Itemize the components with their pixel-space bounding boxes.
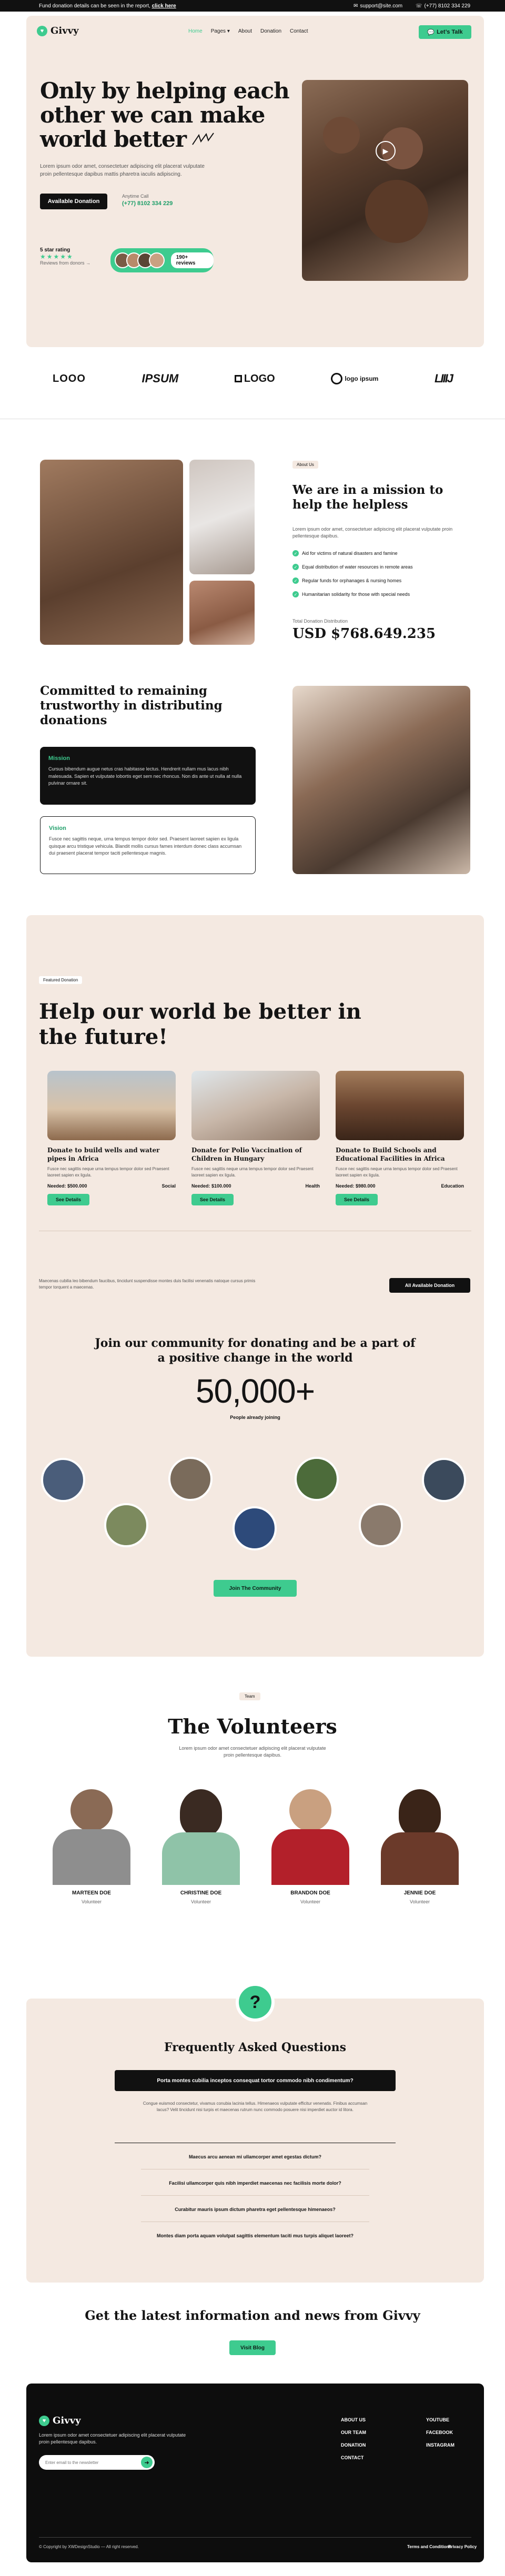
needed-amount: Needed: $980.000 — [336, 1183, 376, 1189]
featured-section — [26, 915, 484, 1657]
play-icon: ▶ — [382, 146, 389, 155]
faq-question[interactable]: Facilisi ullamcorper quis nibh imperdiet maecenas nec facilisis morte dolor? — [169, 2181, 341, 2186]
partner-logo-3-text: LOGO — [244, 372, 275, 384]
partner-logo-4-text: logo ipsum — [345, 375, 379, 382]
see-details-button[interactable]: See Details — [47, 1194, 89, 1205]
volunteer-head — [180, 1789, 222, 1837]
committed-title — [40, 684, 223, 728]
featured-footer-text: Maecenas cubilia leo bibendum faucibus, tincidunt suspendisse montes duis facilisi venenatis natoque cursus primis tempor torquent a maecenas. — [39, 1279, 256, 1290]
hero-title-line-2: other we can make — [40, 102, 265, 128]
footer-links-col-1 — [341, 2417, 366, 2460]
square-icon — [235, 375, 242, 382]
hero-title — [40, 79, 289, 151]
community-count: 50,000+ — [195, 1372, 315, 1410]
scribble-icon — [191, 132, 215, 147]
donation-card-meta — [191, 1183, 320, 1189]
mission-description: Lorem ipsum odor amet, consectetuer adipiscing elit placerat vulputate proin pellentesque dapibus. — [292, 526, 453, 539]
volunteer-photo — [40, 1784, 143, 1885]
volunteer-card[interactable] — [368, 1784, 471, 1904]
community-title — [26, 1336, 484, 1365]
about-badge: About Us — [292, 461, 318, 469]
main-nav — [188, 28, 308, 34]
footer — [26, 2384, 484, 2562]
featured-badge: Featured Donation — [39, 976, 82, 984]
needed-amount: Needed: $100.000 — [191, 1183, 231, 1189]
partner-logo-4 — [331, 373, 378, 384]
check-icon: ✓ — [292, 564, 299, 570]
community-count-label: People already joining — [230, 1415, 280, 1420]
play-video-button[interactable] — [376, 141, 396, 161]
check-icon: ✓ — [292, 577, 299, 584]
needed-amount: Needed: $500.000 — [47, 1183, 87, 1189]
donation-card-desc: Fusce nec sagittis neque urna tempus tempor dolor sed Praesent laoreet sapien ex ligula. — [191, 1167, 314, 1178]
donation-card-title: Donate to build wells and water pipes in Africa — [47, 1147, 160, 1162]
committed-title-line-1: Committed to remaining — [40, 684, 207, 698]
footer-description: Lorem ipsum odor amet consectetuer adipiscing elit placerat vulputate proin pellentesque dapibus. — [39, 2432, 186, 2445]
lets-talk-label: Let’s Talk — [437, 29, 463, 35]
footer-brand-name: Givvy — [53, 2415, 81, 2426]
volunteer-photo — [259, 1784, 362, 1885]
check-icon: ✓ — [292, 591, 299, 597]
vision-card — [40, 816, 256, 874]
volunteer-photo — [368, 1784, 471, 1885]
check-icon: ✓ — [292, 550, 299, 556]
nav-donation[interactable]: Donation — [260, 28, 282, 34]
featured-title-line-2: the future! — [39, 1025, 168, 1049]
donation-card-title: Donate for Polio Vaccination of Children in Hungary — [191, 1147, 302, 1162]
hero-title-line-3-wrap — [40, 127, 289, 151]
team-badge: Team — [239, 1692, 260, 1700]
email-text: support@site.com — [360, 3, 403, 9]
category-tag: Health — [305, 1183, 320, 1189]
faq-title: Frequently Asked Questions — [164, 2041, 346, 2054]
donation-card-desc: Fusce nec sagittis neque urna tempus tempor dolor sed Praesent laoreet sapien ex ligula. — [47, 1167, 169, 1178]
footer-link-youtube[interactable]: YOUTUBE — [426, 2417, 450, 2422]
mail-icon: ✉ — [354, 3, 358, 9]
volunteer-body — [162, 1832, 240, 1885]
nav-home[interactable]: Home — [188, 28, 203, 34]
volunteer-role: Volunteer — [81, 1899, 102, 1904]
featured-title — [39, 999, 361, 1050]
community-member-photo — [233, 1506, 277, 1550]
news-title: Get the latest information and news from Givvy — [85, 2308, 420, 2323]
faq-question[interactable]: Montes diam porta aquam volutpat sagittis elementum taciti mus turpis aliquet laoreet? — [156, 2233, 354, 2238]
vision-card-title: Vision — [49, 825, 66, 831]
volunteer-name: CHRISTINE DOE — [180, 1890, 222, 1896]
announcement-link[interactable]: click here — [152, 3, 176, 9]
footer-link-donation[interactable]: DONATION — [341, 2442, 366, 2448]
hero-description: Lorem ipsum odor amet, consectetuer adipiscing elit placerat vulputate proin pellentesque dapibus mattis pharetra iaculis adipiscing. — [40, 164, 205, 177]
mission-image-top — [189, 460, 255, 574]
donation-card[interactable] — [191, 1071, 320, 1205]
community-member-photo — [359, 1503, 403, 1547]
ring-icon — [331, 373, 342, 384]
reviews-pill[interactable] — [110, 248, 214, 272]
call-number: (+77) 8102 334 229 — [122, 200, 173, 207]
all-donations-button[interactable]: All Available Donation — [389, 1278, 470, 1293]
mission-card-text: Cursus bibendum augue netus cras habitasse lectus. Hendrerit nullam mus lacus nibh malesuada. Sapien et vulputate lobortis eget sem nec rhoncus. Non dis ante ut nulla at nulla pulvinar ornare sit. — [48, 766, 242, 786]
donation-card-image — [191, 1071, 320, 1140]
reviews-count: 190+ reviews — [171, 252, 214, 268]
donation-card-meta — [336, 1183, 464, 1189]
footer-link-instagram[interactable]: INSTAGRAM — [426, 2442, 454, 2448]
footer-link-team[interactable]: OUR TEAM — [341, 2430, 366, 2435]
phone-text: (+77) 8102 334 229 — [424, 3, 471, 9]
volunteer-head — [70, 1789, 113, 1831]
volunteer-role: Volunteer — [409, 1899, 430, 1904]
volunteer-role: Volunteer — [300, 1899, 321, 1904]
mission-list-item — [292, 550, 413, 556]
volunteer-head — [289, 1789, 331, 1831]
footer-links-col-2 — [426, 2417, 454, 2448]
mission-image-large — [40, 460, 183, 645]
team-title: The Volunteers — [168, 1715, 337, 1738]
volunteers-image — [292, 686, 470, 874]
volunteer-body — [271, 1829, 349, 1885]
join-community-button[interactable]: Join The Community — [214, 1580, 297, 1597]
mission-item-text: Regular funds for orphanages & nursing homes — [302, 578, 402, 583]
vision-card-text: Fusce nec sagittis neque, urna tempus tempor dolor sed. Praesent laoreet sapien ex ligula quisque arcu tristique vehicula. Blandit mollis cursus fames interdum donec class accumsan dui praesent placerat tempor taciti pellentesque magnis. — [49, 836, 242, 856]
footer-link-about[interactable]: ABOUT US — [341, 2417, 366, 2422]
faq-section — [26, 1992, 484, 2283]
visit-blog-button[interactable]: Visit Blog — [229, 2340, 276, 2355]
newsletter-form — [39, 2455, 155, 2470]
mission-item-text: Humanitarian solidarity for those with special needs — [302, 592, 410, 597]
leaf-icon: ♥ — [37, 26, 47, 36]
volunteer-photo — [149, 1784, 252, 1885]
donation-card-image — [47, 1071, 176, 1140]
volunteer-body — [53, 1829, 130, 1885]
reviews-from[interactable]: Reviews from donors → — [40, 260, 91, 266]
available-donation-button[interactable]: Available Donation — [40, 194, 107, 209]
volunteer-card[interactable] — [149, 1784, 252, 1904]
phone-icon: ☏ — [416, 3, 422, 9]
mission-card — [40, 747, 256, 805]
community-title-line-2: a positive change in the world — [157, 1351, 353, 1365]
copyright: © Copyright by XWDesignStudio — All right reserved. — [39, 2544, 139, 2549]
faq-question[interactable]: Maecus arcu aenean mi ullamcorper amet egestas dictum? — [188, 2154, 322, 2159]
newsletter-input[interactable] — [45, 2460, 135, 2465]
question-mark: ? — [249, 1992, 261, 2012]
partner-logo-1: LOOO — [53, 372, 86, 384]
rating-label: 5 star rating — [40, 247, 70, 253]
committed-title-line-3: donations — [40, 713, 107, 727]
hero-section — [26, 16, 484, 347]
mission-card-title: Mission — [48, 755, 70, 762]
team-description: Lorem ipsum odor amet consectetuer adipiscing elit placerat vulputate proin pellentesque dapibus. — [179, 1746, 326, 1758]
call-label: Anytime Call — [122, 194, 149, 199]
see-details-button[interactable]: See Details — [191, 1194, 234, 1205]
footer-link-contact[interactable]: CONTACT — [341, 2455, 364, 2460]
volunteer-name: JENNIE DOE — [403, 1890, 436, 1896]
divider — [141, 2195, 369, 2196]
footer-link-facebook[interactable]: FACEBOOK — [426, 2430, 453, 2435]
volunteer-role: Volunteer — [190, 1899, 211, 1904]
community-member-photo — [104, 1503, 148, 1547]
partner-logo-2: IPSUM — [142, 372, 179, 385]
mission-item-text: Equal distribution of water resources in remote areas — [302, 564, 413, 570]
hero-title-line-3: world better — [40, 126, 186, 152]
donation-card[interactable] — [336, 1071, 464, 1205]
anytime-call[interactable] — [122, 194, 173, 207]
category-tag: Education — [441, 1183, 464, 1189]
total-donation-value: USD $768.649.235 — [292, 626, 436, 642]
divider — [39, 2537, 471, 2538]
donation-card-image — [336, 1071, 464, 1140]
lets-talk-button[interactable] — [419, 25, 471, 39]
community-title-line-1: Join our community for donating and be a part of — [95, 1336, 416, 1350]
volunteer-card[interactable] — [259, 1784, 362, 1904]
faq-question-open[interactable]: Porta montes cubilia inceptos consequat tortor commodo nibh condimentum? — [115, 2070, 396, 2091]
announcement-message: Fund donation details can be seen in the report, — [39, 3, 152, 9]
hero-title-line-1: Only by helping each — [40, 78, 289, 104]
volunteer-name: MARTEEN DOE — [72, 1890, 111, 1896]
partner-logos — [53, 368, 452, 389]
total-donation-label: Total Donation Distribution — [292, 618, 348, 624]
donation-card-title: Donate to Build Schools and Educational Facilities in Africa — [336, 1147, 445, 1162]
partner-logo-5: LIIIJ — [434, 372, 452, 385]
mission-item-text: Aid for victims of natural disasters and famine — [302, 551, 398, 556]
rating-block — [40, 247, 90, 266]
terms-link[interactable]: Terms and Conditions — [407, 2544, 451, 2549]
donation-card-meta — [47, 1183, 176, 1189]
privacy-link[interactable]: Privacy Policy — [448, 2544, 477, 2549]
mission-title-line-1: We are in a mission to — [292, 483, 443, 497]
nav-contact[interactable]: Contact — [290, 28, 308, 34]
nav-pages[interactable]: Pages ▾ — [210, 28, 230, 34]
avatar — [149, 252, 165, 268]
faq-question[interactable]: Curabitur mauris ipsum dictum pharetra eget pellentesque himenaeos? — [175, 2207, 336, 2212]
topbar-phone[interactable] — [416, 3, 470, 9]
mission-title — [292, 483, 443, 512]
volunteer-card[interactable] — [40, 1784, 143, 1904]
volunteer-name: BRANDON DOE — [290, 1890, 330, 1896]
leaf-icon: ♥ — [39, 2416, 49, 2426]
topbar-email[interactable] — [354, 3, 402, 9]
volunteer-head — [399, 1789, 441, 1837]
chat-icon: 💬 — [427, 29, 435, 36]
donation-card-desc: Fusce nec sagittis neque urna tempus tempor dolor sed Praesent laoreet sapien ex ligula. — [336, 1167, 458, 1178]
community-member-photo — [168, 1457, 213, 1501]
community-member-photo — [422, 1458, 466, 1502]
mission-list-item — [292, 591, 413, 597]
star-rating: ★★★★★ — [40, 253, 74, 260]
mission-list — [292, 550, 413, 597]
question-icon — [236, 1983, 275, 2022]
volunteer-body — [381, 1832, 459, 1885]
mission-image-bottom — [189, 581, 255, 645]
mission-list-item — [292, 577, 413, 584]
faq-answer: Congue euismod consectetur, vivamus conubia lacinia tellus. Himenaeos vulputate efficitur venenatis. Finibus accumsan lacus? Velit tincidunt nisi turpis et maecenas rutrum nunc commodo posuere nisi imperdiet auctor id litora. — [143, 2101, 368, 2112]
see-details-button[interactable]: See Details — [336, 1194, 378, 1205]
donation-card[interactable] — [47, 1071, 176, 1205]
committed-title-line-2: trustworthy in distributing — [40, 698, 223, 713]
category-tag: Social — [161, 1183, 176, 1189]
mission-title-line-2: help the helpless — [292, 498, 408, 512]
announcement-bar — [0, 0, 505, 12]
mission-list-item — [292, 564, 413, 570]
hero-image — [302, 80, 468, 281]
community-member-photo — [295, 1457, 339, 1501]
child-face — [323, 117, 360, 154]
brand-logo[interactable] — [37, 25, 79, 36]
footer-brand[interactable] — [39, 2415, 81, 2426]
announcement-text — [39, 3, 176, 9]
child-face — [365, 180, 428, 243]
send-arrow-icon[interactable]: ➜ — [141, 2457, 153, 2468]
nav-about[interactable]: About — [238, 28, 252, 34]
community-member-photo — [41, 1458, 85, 1502]
partner-logo-3 — [235, 373, 275, 385]
featured-title-line-1: Help our world be better in — [39, 999, 361, 1024]
brand-name: Givvy — [50, 25, 79, 36]
